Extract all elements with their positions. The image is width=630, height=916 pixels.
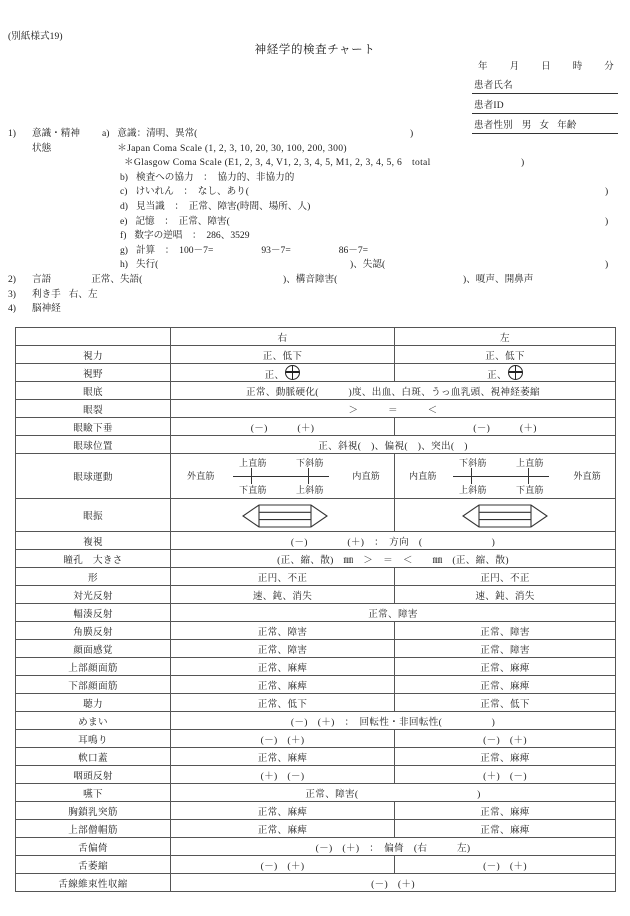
cell-palpebral-fissure[interactable]: ＞ ＝ ＜	[171, 400, 616, 418]
section-2-label: 言語	[32, 273, 52, 285]
section-1-line-g	[8, 244, 622, 259]
emv-r-left-end: 外直筋	[187, 471, 215, 481]
emv-r-top-outer: 下斜筋	[296, 458, 324, 468]
section-2-text: 正常、失語(	[91, 273, 143, 285]
cell-hearing-right[interactable]: 正常、低下	[171, 694, 395, 712]
table-row	[16, 712, 616, 730]
table-row	[16, 568, 616, 586]
nystagmus-hexagon-icon	[241, 503, 329, 529]
row-label-tinnitus: 耳鳴り	[16, 730, 171, 748]
cell-corneal-reflex-left[interactable]: 正常、障害	[395, 622, 616, 640]
item-h-key: h)	[120, 259, 128, 271]
nystagmus-hexagon-icon	[461, 503, 549, 529]
cell-facial-sensation-left[interactable]: 正常、障害	[395, 640, 616, 658]
section-1-line-h	[8, 258, 622, 273]
cell-visual-acuity-right[interactable]: 正、低下	[171, 346, 395, 364]
item-a-text: 意識：清明、異常(	[117, 128, 198, 139]
row-label-pupil-size: 瞳孔 大きさ	[16, 550, 171, 568]
cell-hearing-left[interactable]: 正常、低下	[395, 694, 616, 712]
cell-pharyngeal-reflex-right[interactable]: (＋) (－)	[171, 766, 395, 784]
item-a-close: )	[410, 128, 414, 139]
table-row	[16, 676, 616, 694]
row-label-pupil-shape: 形	[16, 568, 171, 586]
section-2-line	[8, 273, 622, 288]
section-1-label-line1: 意識・精神	[32, 128, 80, 139]
section-1-line-b	[8, 171, 622, 186]
field-of-vision-icon	[508, 365, 523, 380]
section-1-line-d	[8, 200, 622, 215]
row-label-sternocleidomastoid: 胸鎖乳突筋	[16, 802, 171, 820]
table-row	[16, 856, 616, 874]
row-label-upper-facial-muscle: 上部顔面筋	[16, 658, 171, 676]
table-row	[16, 346, 616, 364]
section-1-line-gcs	[8, 156, 622, 171]
table-row	[16, 820, 616, 838]
cell-sternocleidomastoid-left[interactable]: 正常、麻痺	[395, 802, 616, 820]
cell-visual-field-right[interactable]	[171, 364, 395, 382]
cell-tongue-deviation[interactable]: (－) (＋) ： 偏倚 (右 左)	[171, 838, 616, 856]
table-row	[16, 436, 616, 454]
item-c-key: c)	[120, 186, 128, 198]
cell-corneal-reflex-right[interactable]: 正常、障害	[171, 622, 395, 640]
section-2-tail: )、嗄声、開鼻声	[463, 273, 534, 285]
row-label-lower-facial-muscle: 下部顔面筋	[16, 676, 171, 694]
table-row	[16, 838, 616, 856]
item-gcs-text: ＊Glasgow Coma Scale (E1, 2, 3, 4, V1, 2, 3, 4, 5, M1, 2, 3, 4, 5, 6 total	[124, 157, 431, 169]
table-row	[16, 418, 616, 436]
table-row	[16, 454, 616, 499]
cell-light-reflex-right[interactable]: 速、鈍、消失	[171, 586, 395, 604]
row-label-visual-acuity: 視力	[16, 346, 171, 364]
section-1-line-jcs	[8, 142, 622, 157]
eye-movement-diagram-right	[171, 455, 394, 497]
emv-l-bottom-inner: 上斜筋	[459, 485, 487, 495]
item-e-key: e)	[120, 215, 128, 227]
cell-nystagmus-right[interactable]	[171, 499, 395, 532]
section-3-line	[8, 288, 622, 303]
cell-convergence-reflex[interactable]: 正常、障害	[171, 604, 616, 622]
section-3-number: 3)	[8, 288, 16, 300]
table-row	[16, 640, 616, 658]
row-label-diplopia: 複視	[16, 532, 171, 550]
row-label-palpebral-fissure: 眼裂	[16, 400, 171, 418]
table-row	[16, 784, 616, 802]
sex-option-male[interactable]: 男	[521, 121, 532, 131]
emv-l-right-end: 外直筋	[573, 471, 601, 481]
emv-l-vertical-line-inner	[471, 468, 472, 484]
row-label-eye-position: 眼球位置	[16, 436, 171, 454]
table-row	[16, 874, 616, 892]
item-b-text: 検査への協力 ： 協力的、非協力的	[136, 171, 295, 183]
cell-upper-trapezius-left[interactable]: 正常、麻痺	[395, 820, 616, 838]
emv-r-right-end: 内直筋	[352, 471, 380, 481]
form-number: (別紙様式19)	[8, 32, 63, 42]
cell-eye-position[interactable]: 正、斜視( )、偏視( )、突出( )	[171, 436, 616, 454]
cell-nystagmus-left[interactable]	[395, 499, 616, 532]
table-row	[16, 694, 616, 712]
table-row	[16, 400, 616, 418]
emv-r-bottom-inner: 下直筋	[239, 485, 267, 495]
minute-label: 分	[604, 62, 614, 72]
section-3-label: 利き手	[32, 288, 61, 300]
cell-visual-field-right-text: 正、	[264, 369, 285, 381]
row-label-corneal-reflex: 角膜反射	[16, 622, 171, 640]
header-left: 左	[395, 328, 616, 346]
cell-fundus[interactable]: 正常、動脈硬化( )度、出血、白斑、うっ血乳頭、視神経萎縮	[171, 382, 616, 400]
row-label-ptosis: 眼瞼下垂	[16, 418, 171, 436]
item-g-key: g)	[120, 244, 128, 256]
assessment-sections	[8, 127, 622, 317]
section-1-line-c	[8, 185, 622, 200]
cell-light-reflex-left[interactable]: 速、鈍、消失	[395, 586, 616, 604]
emv-r-vertical-line-outer	[308, 468, 309, 484]
emv-l-left-end: 内直筋	[409, 471, 437, 481]
patient-info-block	[472, 58, 618, 134]
section-1-line-e	[8, 215, 622, 230]
emv-l-bottom-outer: 下直筋	[516, 485, 544, 495]
section-1-label-line2: 状態	[32, 142, 52, 154]
item-h-text: 失行(	[136, 259, 159, 271]
row-label-tongue-atrophy: 舌萎縮	[16, 856, 171, 874]
row-label-tongue-fasciculation: 舌線維束性収縮	[16, 874, 171, 892]
section-1-number: 1)	[8, 128, 16, 139]
item-gcs-close: )	[521, 157, 525, 169]
row-label-fundus: 眼底	[16, 382, 171, 400]
cell-lower-facial-muscle-left[interactable]: 正常、麻痺	[395, 676, 616, 694]
section-4-line	[8, 302, 622, 317]
item-d-key: d)	[120, 200, 128, 212]
table-row	[16, 364, 616, 382]
row-label-pharyngeal-reflex: 咽頭反射	[16, 766, 171, 784]
row-label-dizziness: めまい	[16, 712, 171, 730]
cell-diplopia[interactable]: (－) (＋) ： 方向 ( )	[171, 532, 616, 550]
page-title: 神経学的検査チャート	[254, 44, 376, 56]
section-3-text: 右、左	[68, 288, 98, 300]
cell-pupil-shape-right[interactable]: 正円、不正	[171, 568, 395, 586]
cell-ptosis-left[interactable]: (－) (＋)	[395, 418, 616, 436]
table-row	[16, 748, 616, 766]
patient-id-field[interactable]	[472, 94, 618, 114]
emv-l-vertical-line-outer	[528, 468, 529, 484]
datetime-row	[472, 58, 618, 74]
row-label-nystagmus: 眼振	[16, 499, 171, 532]
table-row	[16, 586, 616, 604]
cranial-nerve-table	[15, 327, 616, 892]
header-right: 右	[171, 328, 395, 346]
cell-visual-field-left[interactable]	[395, 364, 616, 382]
emv-l-horizontal-line	[453, 476, 549, 477]
table-header-row	[16, 328, 616, 346]
table-row	[16, 382, 616, 400]
cell-lower-facial-muscle-right[interactable]: 正常、麻痺	[171, 676, 395, 694]
cell-upper-facial-muscle-left[interactable]: 正常、麻痺	[395, 658, 616, 676]
row-label-eye-movement: 眼球運動	[16, 454, 171, 499]
emv-r-bottom-outer: 上斜筋	[296, 485, 324, 495]
item-d-text: 見当識 ： 正常、障害(時間、場所、人)	[136, 200, 311, 212]
cell-upper-facial-muscle-right[interactable]: 正常、麻痺	[171, 658, 395, 676]
row-label-swallowing: 嚥下	[16, 784, 171, 802]
table-row	[16, 622, 616, 640]
year-label: 年	[478, 62, 488, 72]
patient-name-field[interactable]	[472, 74, 618, 94]
patient-id-label: 患者ID	[474, 101, 504, 111]
cell-tinnitus-right[interactable]: (－) (＋)	[171, 730, 395, 748]
cell-pharyngeal-reflex-left[interactable]: (＋) (－)	[395, 766, 616, 784]
section-1-line-f	[8, 229, 622, 244]
cell-pupil-size[interactable]: (正、縮、散) ㎜ ＞ ＝ ＜ ㎜ (正、縮、散)	[171, 550, 616, 568]
cell-visual-field-left-text: 正、	[487, 369, 507, 381]
month-label: 月	[509, 62, 520, 72]
section-4-label: 脳神経	[32, 303, 61, 315]
table-row	[16, 532, 616, 550]
item-h-mid: )、失認(	[350, 259, 386, 271]
row-label-hearing: 聴力	[16, 694, 171, 712]
item-f-text: 数字の逆唱 ： 286、3529	[134, 230, 250, 242]
cell-tongue-atrophy-right[interactable]: (－) (＋)	[171, 856, 395, 874]
patient-age-label: 年齢	[557, 121, 577, 131]
table-row	[16, 499, 616, 532]
patient-name-label: 患者氏名	[474, 81, 513, 91]
table-row	[16, 550, 616, 568]
cell-eye-movement-left[interactable]	[395, 454, 616, 499]
section-2-mid: )、構音障害(	[283, 273, 338, 285]
table-row	[16, 604, 616, 622]
header-blank	[16, 328, 171, 346]
cell-sternocleidomastoid-right[interactable]: 正常、麻痺	[171, 802, 395, 820]
hour-label: 時	[572, 62, 583, 72]
row-label-upper-trapezius: 上部僧帽筋	[16, 820, 171, 838]
cell-pupil-shape-left[interactable]: 正円、不正	[395, 568, 616, 586]
eye-movement-diagram-left	[395, 455, 615, 497]
sex-option-female[interactable]: 女	[539, 121, 550, 131]
row-label-convergence-reflex: 輻湊反射	[16, 604, 171, 622]
emv-r-horizontal-line	[233, 476, 329, 477]
section-4-number: 4)	[8, 303, 16, 315]
item-c-close: )	[605, 186, 609, 198]
item-jcs-text: ＊Japan Coma Scale (1, 2, 3, 10, 20, 30, 100, 200, 300)	[117, 142, 347, 154]
item-g-text: 計算 ： 100－7= 93－7= 86－7=	[136, 244, 369, 256]
cell-tinnitus-left[interactable]: (－) (＋)	[395, 730, 616, 748]
cell-upper-trapezius-right[interactable]: 正常、麻痺	[171, 820, 395, 838]
table-row	[16, 730, 616, 748]
item-h-close: )	[605, 259, 609, 271]
cell-facial-sensation-right[interactable]: 正常、障害	[171, 640, 395, 658]
cell-soft-palate-left[interactable]: 正常、麻痺	[395, 748, 616, 766]
nystagmus-diagram-left-wrap	[395, 500, 615, 530]
table-row	[16, 802, 616, 820]
cell-tongue-fasciculation[interactable]: (－) (＋)	[171, 874, 616, 892]
emv-l-top-outer: 上直筋	[516, 458, 544, 468]
table-row	[16, 658, 616, 676]
table-row	[16, 766, 616, 784]
cell-soft-palate-right[interactable]: 正常、麻痺	[171, 748, 395, 766]
nystagmus-diagram-right-wrap	[171, 500, 394, 530]
row-label-facial-sensation: 顔面感覚	[16, 640, 171, 658]
field-of-vision-icon	[285, 365, 300, 380]
cell-ptosis-right[interactable]: (－) (＋)	[171, 418, 395, 436]
cell-tongue-atrophy-left[interactable]: (－) (＋)	[395, 856, 616, 874]
emv-r-top-inner: 上直筋	[239, 458, 267, 468]
emv-l-top-inner: 下斜筋	[459, 458, 487, 468]
item-e-close: )	[605, 215, 609, 227]
emv-r-vertical-line-inner	[251, 468, 252, 484]
cell-dizziness[interactable]: (－) (＋) ： 回転性・非回転性( )	[171, 712, 616, 730]
item-b-key: b)	[120, 171, 128, 183]
item-e-text: 記憶 ： 正常、障害(	[135, 215, 230, 227]
patient-sex-label: 患者性別	[474, 121, 513, 131]
section-2-number: 2)	[8, 273, 16, 285]
cell-visual-acuity-left[interactable]: 正、低下	[395, 346, 616, 364]
item-a-key: a)	[101, 128, 110, 139]
cell-swallowing[interactable]: 正常、障害( )	[171, 784, 616, 802]
row-label-visual-field: 視野	[16, 364, 171, 382]
item-c-text: けいれん ： なし、あり(	[135, 186, 249, 198]
row-label-light-reflex: 対光反射	[16, 586, 171, 604]
section-1-line-a	[8, 127, 622, 142]
row-label-soft-palate: 軟口蓋	[16, 748, 171, 766]
day-label: 日	[541, 62, 551, 72]
cell-eye-movement-right[interactable]	[171, 454, 395, 499]
item-f-key: f)	[120, 230, 127, 242]
row-label-tongue-deviation: 舌偏倚	[16, 838, 171, 856]
